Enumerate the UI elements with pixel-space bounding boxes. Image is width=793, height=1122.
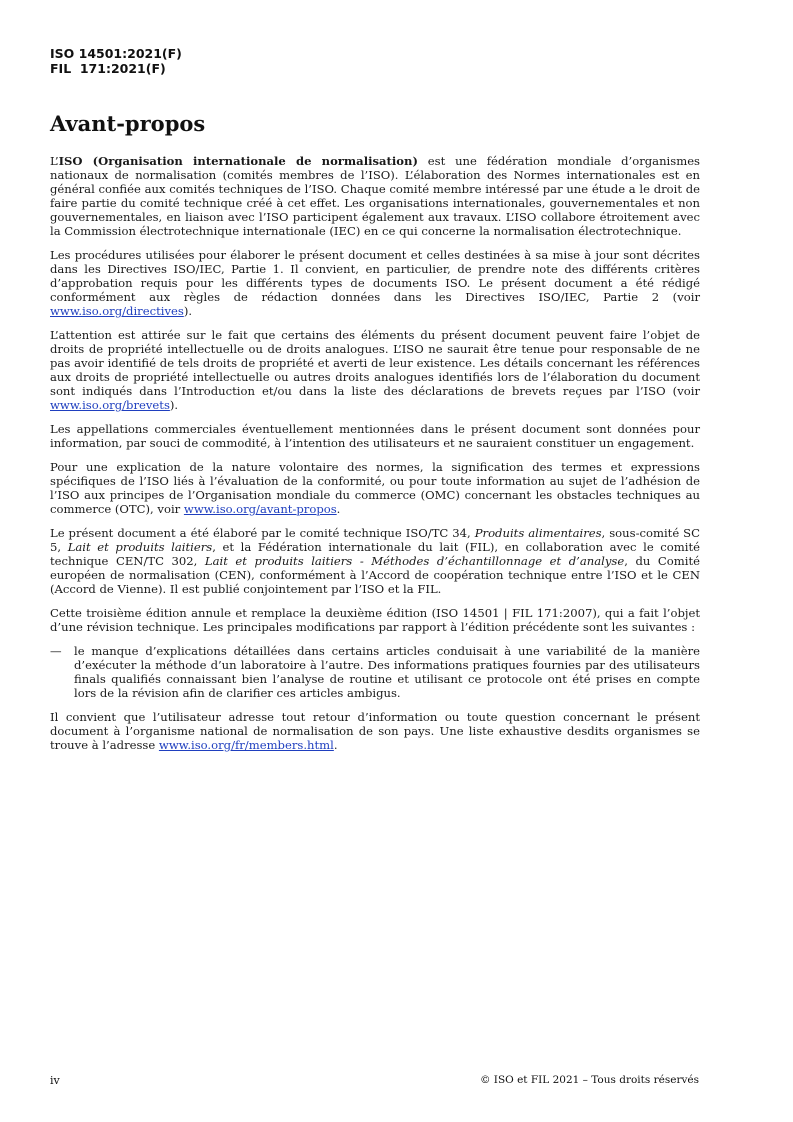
p3-after: ).	[169, 398, 179, 412]
list-dash: —	[50, 644, 62, 658]
paragraph-voluntary-nature	[50, 460, 700, 516]
list-item	[50, 644, 700, 700]
paragraph-iso-intro	[50, 154, 700, 238]
p6-italic-2: Lait et produits laitiers	[67, 540, 213, 554]
list-item-text: le manque d’explications détaillées dans certains articles conduisait à une variabilité de la manière d’exécuter la méthode d’un laboratoire à l’autre. Des informations pratiques fournies par des utilisateurs finals qualifiés connaissant bien l’analyse de routine et utilisant ce protocole ont été prises en compte lors de la révision afin de clarifier ces articles ambigus.	[74, 644, 700, 700]
paragraph-procedures	[50, 248, 700, 318]
p8-after: .	[333, 738, 338, 752]
p2-after: ).	[183, 304, 193, 318]
page-number: iv	[50, 1074, 60, 1087]
paragraph-trade-names	[50, 422, 700, 450]
p1-prefix: L’	[50, 154, 59, 168]
p1-bold-iso: ISO (Organisation internationale de normalisation)	[58, 154, 418, 168]
p6-text-3: , et la Fédération internationale du lait (FIL), en collaboration avec le comité technique CEN/TC 302,	[50, 540, 700, 568]
paragraph-patents	[50, 328, 700, 412]
p8-text: Il convient que l’utilisateur adresse tout retour d’information ou toute question concernant le présent document à l’organisme national de normalisation de son pays. Une liste exhaustive desdits organismes se trouve à l’adresse	[50, 710, 700, 752]
p6-italic-3: Lait et produits laitiers - Méthodes d’échantillonnage et d’analyse	[204, 554, 625, 568]
copyright-notice: © ISO et FIL 2021 – Tous droits réservés	[479, 1074, 699, 1086]
p7-text: Cette troisième édition annule et remplace la deuxième édition (ISO 14501 | FIL 171:2007), qui a fait l’objet d’une révision technique. Les principales modifications par rapport à l’édition précédente sont les suivantes :	[50, 606, 700, 634]
p3-text: L’attention est attirée sur le fait que certains des éléments du présent document peuvent faire l’objet de droits de propriété intellectuelle ou de droits analogues. L’ISO ne saurait être tenue pour responsable de ne pas avoir identifié de tels droits de propriété et averti de leur existence. Les détails concernant les références aux droits de propriété intellectuelle ou autres droits analogues identifiés lors de l’élaboration du document sont indiqués dans l’Introduction et/ou dans la liste des déclarations de brevets reçues par l’ISO (voir	[50, 328, 700, 398]
doc-id-fil: FIL 171:2021(F)	[50, 61, 166, 76]
link-directives[interactable]: www.iso.org/directives	[50, 304, 184, 318]
p4-text: Les appellations commerciales éventuellement mentionnées dans le présent document sont données pour information, par souci de commodité, à l’intention des utilisateurs et ne sauraient constituer un engagement.	[50, 422, 700, 450]
p6-text-2: , sous-comité SC 5,	[50, 526, 700, 554]
paragraph-edition	[50, 606, 700, 634]
p6-italic-1: Produits alimentaires	[474, 526, 602, 540]
paragraph-committee	[50, 526, 700, 596]
document-identifier	[50, 46, 182, 76]
foreword-body	[50, 154, 700, 762]
p6-text-4: , du Comité européen de normalisation (CEN), conformément à l’Accord de coopération technique entre l’ISO et le CEN (Accord de Vienne). Il est publié conjointement par l’ISO et la FIL.	[50, 554, 700, 596]
p1-text: est une fédération mondiale d’organismes nationaux de normalisation (comités membres de l’ISO). L’élaboration des Normes internationales est en général confiée aux comités techniques de l’ISO. Chaque comité membre intéressé par une étude a le droit de faire partie du comité technique créé à cet effet. Les organisations internationales, gouvernementales et non gouvernementales, en liaison avec l’ISO participent également aux travaux. L’ISO collabore étroitement avec la Commission électrotechnique internationale (IEC) en ce qui concerne la normalisation électrotechnique.	[50, 154, 701, 238]
paragraph-feedback	[50, 710, 700, 752]
link-brevets[interactable]: www.iso.org/brevets	[50, 398, 170, 412]
doc-id-iso: ISO 14501:2021(F)	[50, 46, 182, 61]
p5-text: Pour une explication de la nature volontaire des normes, la signification des termes et expressions spécifiques de l’ISO liés à l’évaluation de la conformité, ou pour toute information au sujet de l’adhésion de l’ISO aux principes de l’Organisation mondiale du commerce (OMC) concernant les obstacles techniques au commerce (OTC), voir	[50, 460, 700, 516]
link-members[interactable]: www.iso.org/fr/members.html	[158, 738, 334, 752]
p5-after: .	[336, 502, 341, 516]
link-avant-propos[interactable]: www.iso.org/avant-propos	[183, 502, 337, 516]
page-title: Avant-propos	[50, 111, 206, 136]
p6-text-1: Le présent document a été élaboré par le comité technique ISO/TC 34,	[50, 526, 475, 540]
p2-text: Les procédures utilisées pour élaborer le présent document et celles destinées à sa mise à jour sont décrites dans les Directives ISO/IEC, Partie 1. Il convient, en particulier, de prendre note des différents critères d’approbation requis pour les différents types de documents ISO. Le présent document a été rédigé conformément aux règles de rédaction données dans les Directives ISO/IEC, Partie 2 (voir	[50, 248, 700, 304]
